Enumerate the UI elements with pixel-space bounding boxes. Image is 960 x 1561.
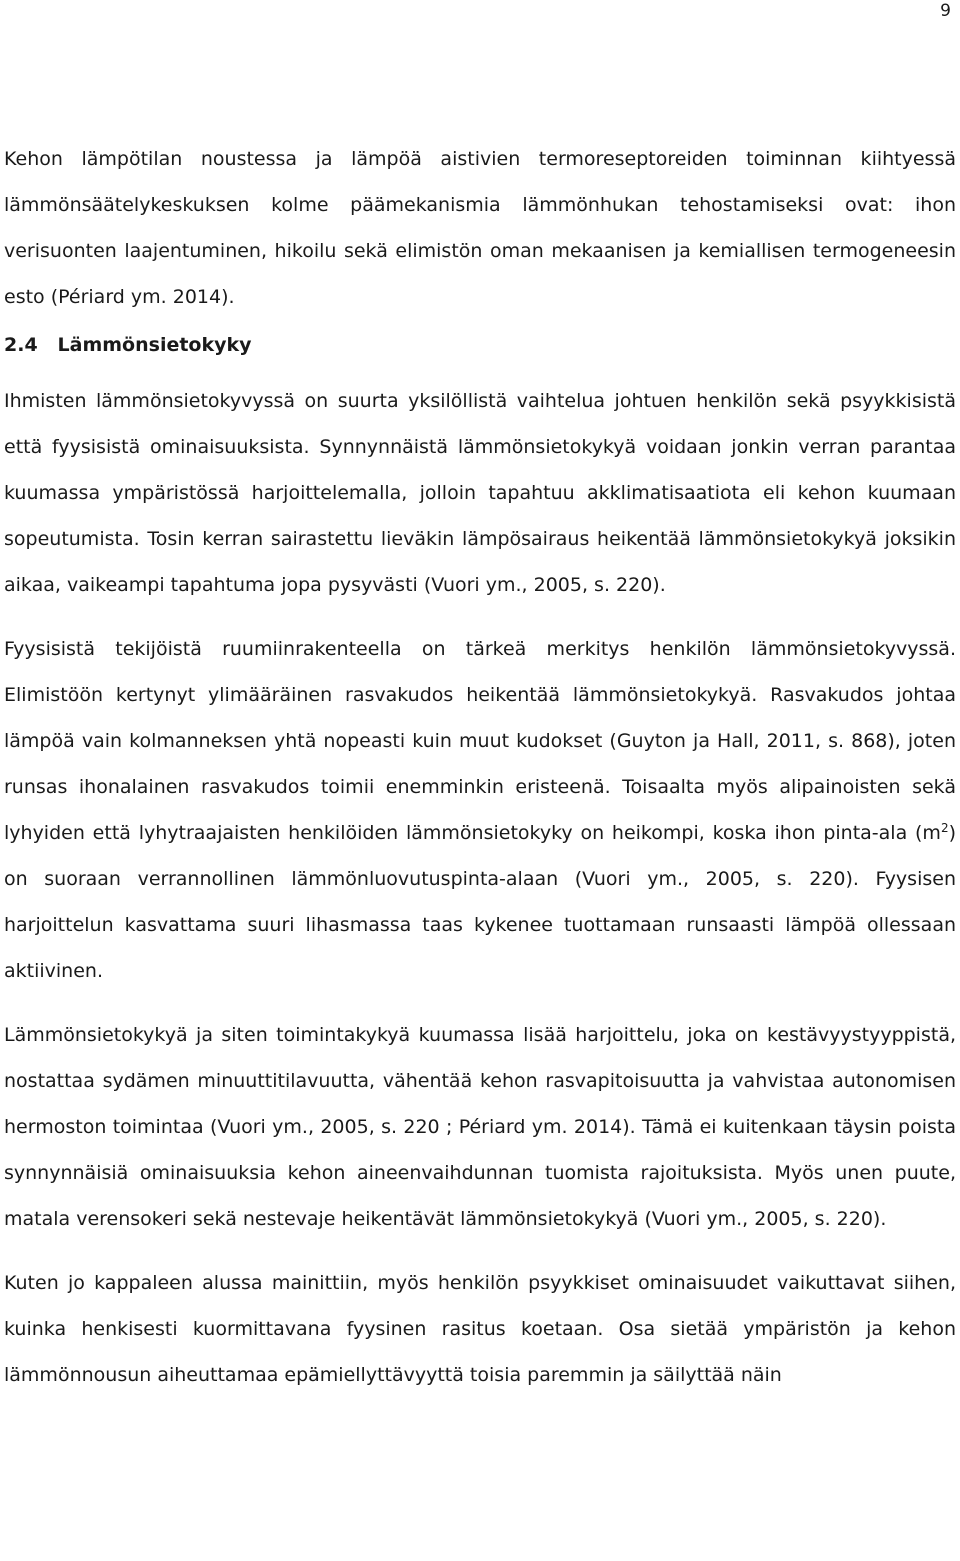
paragraph-individual-variation: Ihmisten lämmönsietokyvyssä on suurta yksilöllistä vaihtelua johtuen henkilön sekä psyykkisistä että fyysisistä ominaisuuksista. Synnynnäistä lämmönsietokykyä voidaan jonkin verran parantaa kuumassa ympäristössä harjoittelemalla, jolloin tapahtuu akklimatisaatiota eli kehon kuumaan sopeutumista. Tosin kerran sairastettu lieväkin lämpösairaus heikentää lämmönsietokykyä joksikin aikaa, vaikeampi tapahtuma jopa pysyvästi (Vuori ym., 2005, s. 220). (4, 390, 956, 596)
section-title: Lämmönsietokyky (57, 334, 252, 356)
paragraph-text: Fyysisistä tekijöistä ruumiinrakenteella on tärkeä merkitys henkilön lämmönsietokyvyssä. Elimistöön kertynyt ylimääräinen rasvakudos heikentää lämmönsietokykyä. Rasvakudos johtaa lämpöä vain kolmanneksen yhtä nopeasti kuin muut kudokset (Guyton ja Hall, 2011, s. 868), joten runsas ihonalainen rasvakudos toimii enemminkin eristeenä. Toisaalta myös alipainoisten sekä lyhyiden että lyhytraajaisten henkilöiden lämmönsietokyky on heikompi, koska ihon pinta-ala (m (4, 638, 956, 844)
superscript: 2 (940, 821, 949, 835)
page-number: 9 (940, 1, 951, 21)
paragraph-text: ) on suoraan verrannollinen lämmönluovutuspinta-alaan (Vuori ym., 2005, s. 220). Fyysisen harjoittelun kasvattama suuri lihasmassa taas kykenee tuottamaan runsaasti lämpöä ollessaan aktiivinen. (4, 822, 956, 982)
section-heading (4, 322, 956, 368)
section-number: 2.4 (4, 334, 38, 356)
document-body (4, 136, 956, 1398)
paragraph-training: Lämmönsietokykyä ja siten toimintakykyä kuumassa lisää harjoittelu, joka on kestävyystyyppistä, nostattaa sydämen minuuttitilavuutta, vähentää kehon rasvapitoisuutta ja vahvistaa autonomisen hermoston toimintaa (Vuori ym., 2005, s. 220 ; Périard ym. 2014). Tämä ei kuitenkaan täysin poista synnynnäisiä ominaisuuksia kehon aineenvaihdunnan tuomista rajoituksista. Myös unen puute, matala verensokeri sekä nestevaje heikentävät lämmönsietokykyä (Vuori ym., 2005, s. 220). (4, 1024, 956, 1230)
paragraph-psychological: Kuten jo kappaleen alussa mainittiin, myös henkilön psyykkiset ominaisuudet vaikuttavat siihen, kuinka henkisesti kuormittavana fyysinen rasitus koetaan. Osa sietää ympäristön ja kehon lämmönnousun aiheuttamaa epämiellyttävyyttä toisia paremmin ja säilyttää näin (4, 1272, 956, 1386)
paragraph-body-composition (4, 626, 956, 994)
intro-paragraph: Kehon lämpötilan noustessa ja lämpöä aistivien termoreseptoreiden toiminnan kiihtyessä lämmönsäätelykeskuksen kolme päämekanismia lämmönhukan tehostamiseksi ovat: ihon verisuonten laajentuminen, hikoilu sekä elimistön oman mekaanisen ja kemiallisen termogeneesin esto (Périard ym. 2014). (4, 148, 956, 308)
